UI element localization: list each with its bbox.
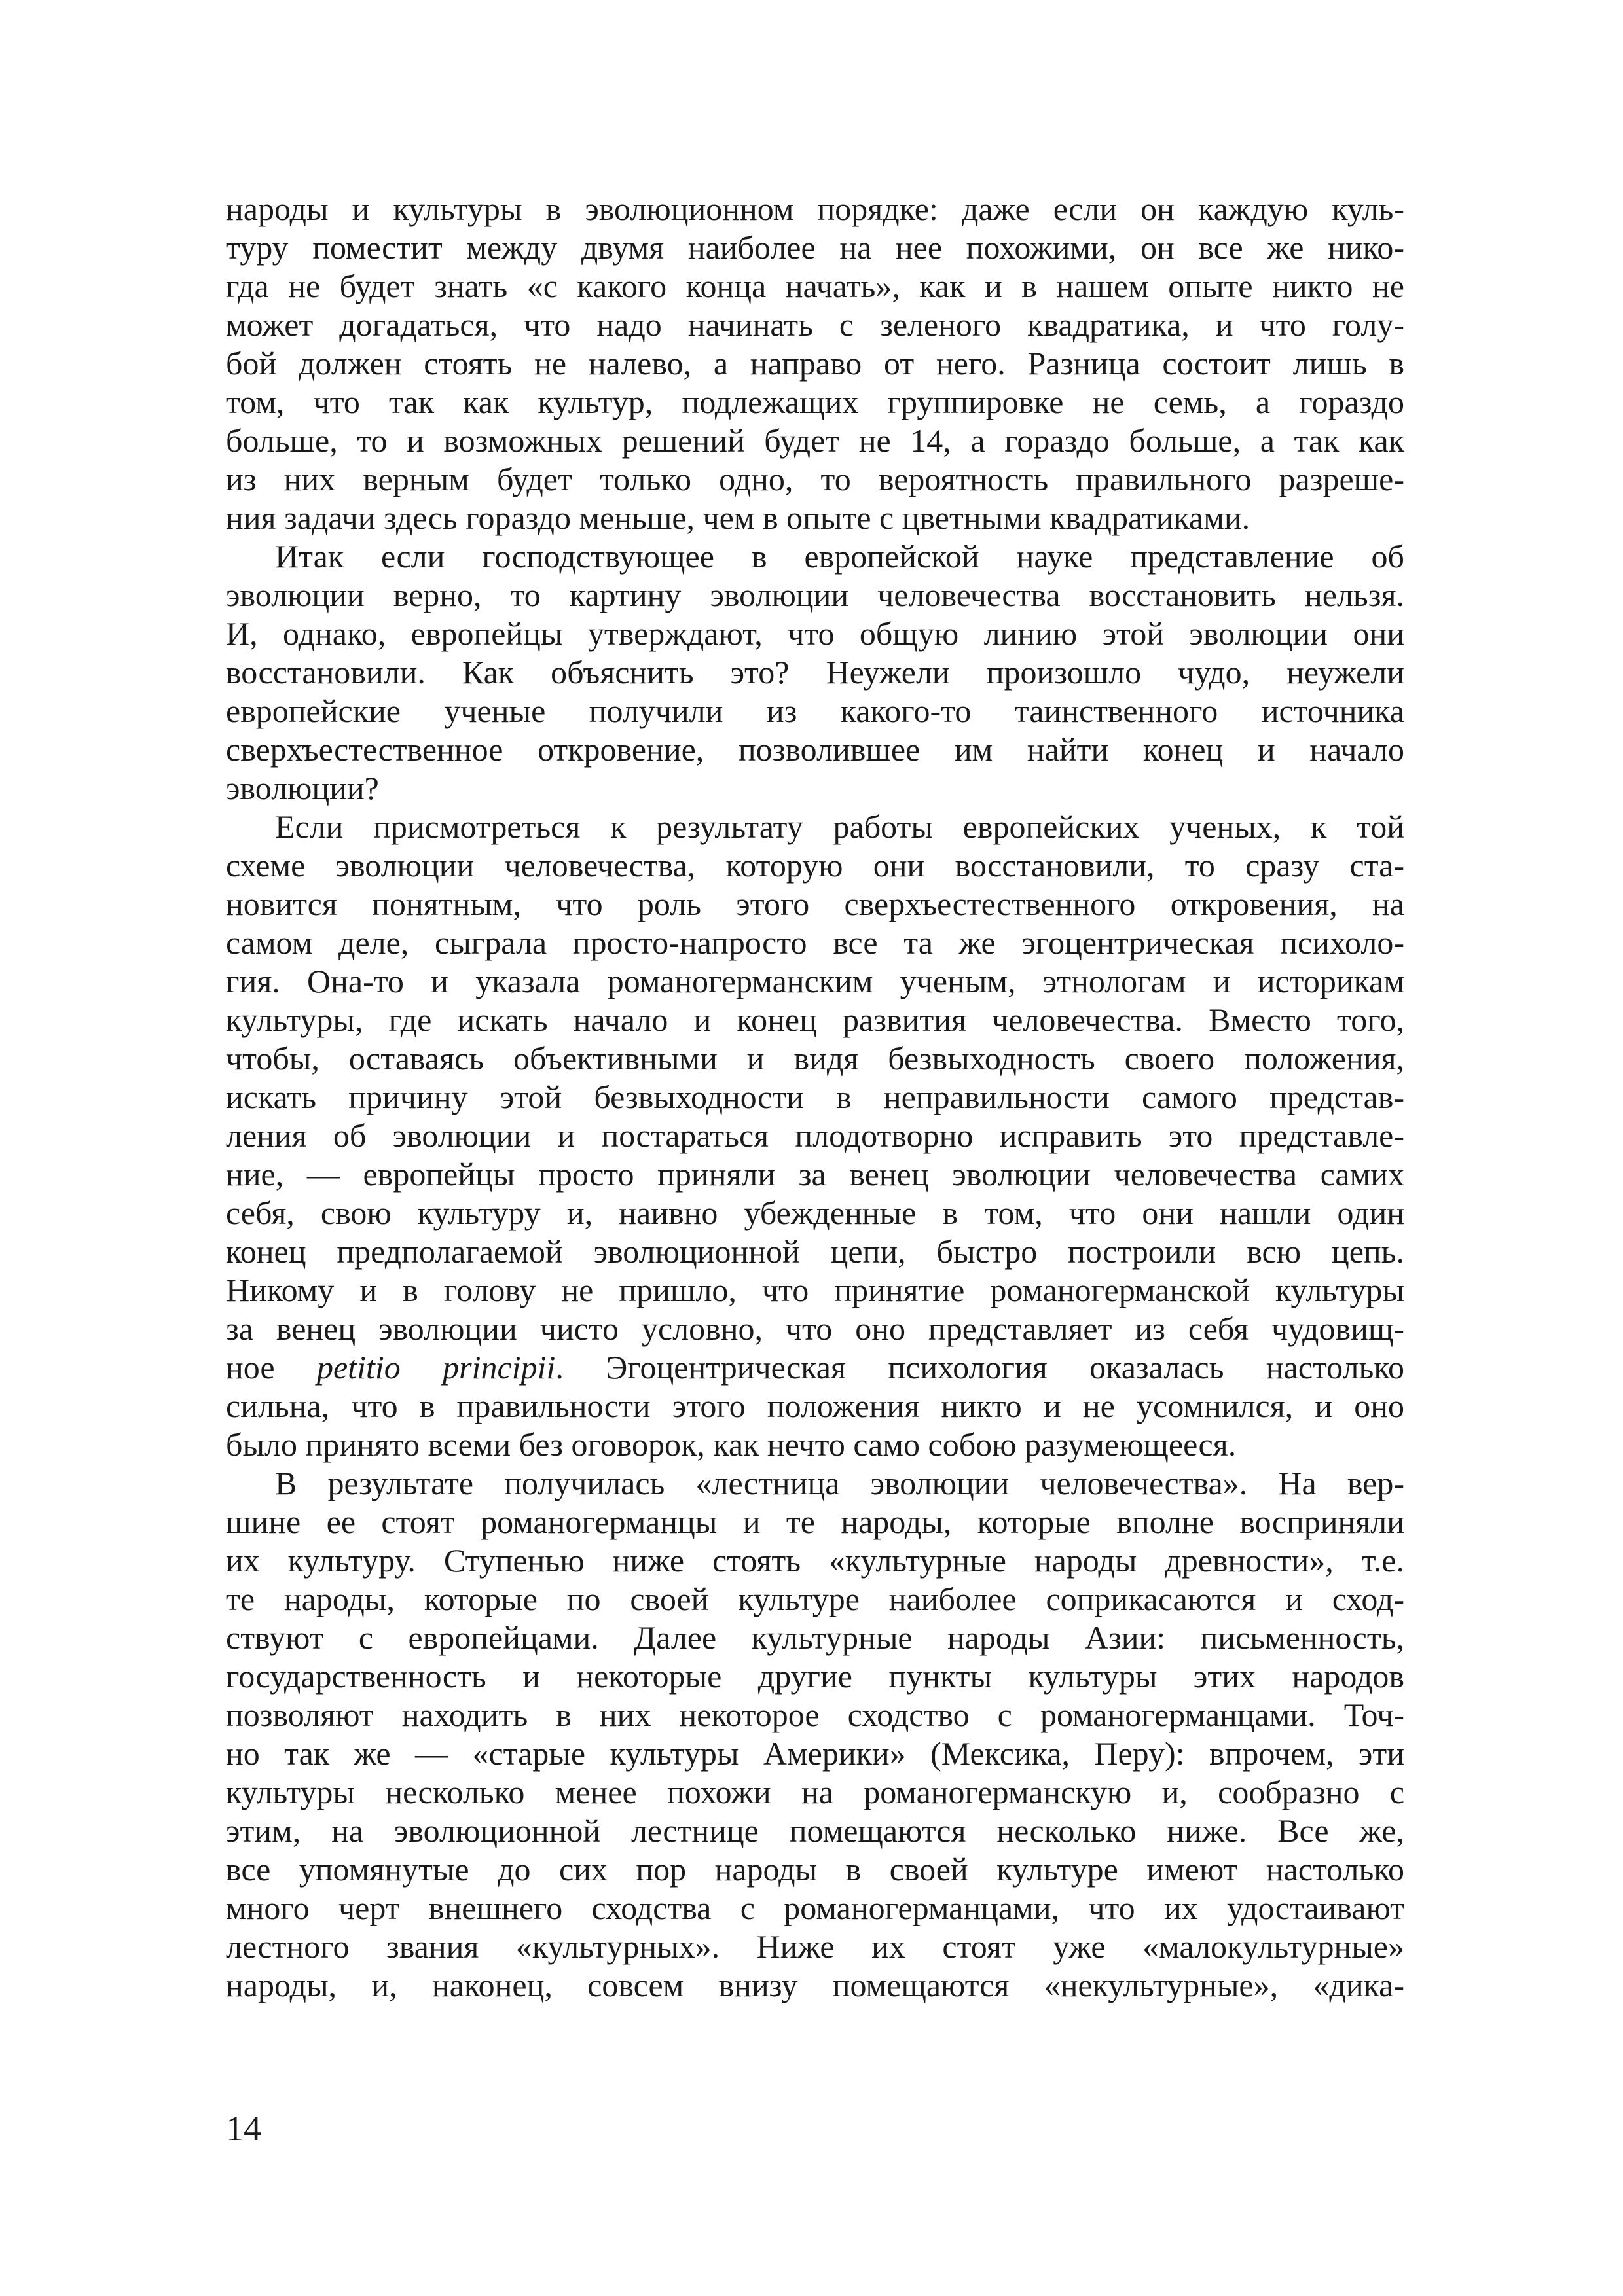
text-line: все упомянутые до сих пор народы в своей культуре имеют настолько: [226, 1851, 1404, 1888]
text-line: ния задачи здесь гораздо меньше, чем в опыте с цветными квадратиками.: [226, 499, 1250, 536]
text-line: ствуют с европейцами. Далее культурные народы Азии: письменность,: [226, 1619, 1404, 1656]
text-line: но так же — «старые культуры Америки» (Мексика, Перу): впрочем, эти: [226, 1735, 1404, 1772]
text-line: туру поместит между двумя наиболее на нее похожими, он все же нико-: [226, 229, 1404, 266]
text-line: этим, на эволюционной лестнице помещаются несколько ниже. Все же,: [226, 1812, 1404, 1849]
text-line: И, однако, европейцы утверждают, что общую линию этой эволюции они: [226, 615, 1404, 652]
text-line: было принято всеми без оговорок, как нечто само собою разумеющееся.: [226, 1426, 1237, 1463]
text-line: самом деле, сыграла просто-напросто все та же эгоцентрическая психоло-: [226, 924, 1404, 961]
text-line: государственность и некоторые другие пункты культуры этих народов: [226, 1658, 1404, 1695]
text-line: ления об эволюции и постараться плодотворно исправить это представле-: [226, 1117, 1404, 1154]
text-line: те народы, которые по своей культуре наиболее соприкасаются и сход-: [226, 1581, 1404, 1617]
text-line: ние, — европейцы просто приняли за венец эволюции человечества самих: [226, 1156, 1404, 1193]
text-line: искать причину этой безвыходности в неправильности самого представ-: [226, 1079, 1404, 1115]
text-line: культуры несколько менее похожи на романогерманскую и, сообразно с: [226, 1774, 1404, 1810]
text-line: бой должен стоять не налево, а направо от него. Разница состоит лишь в: [226, 345, 1404, 382]
text-line: Никому и в голову не пришло, что принятие романогерманской культуры: [226, 1272, 1404, 1308]
text-line-with-italic: [226, 1348, 1404, 1387]
text-line: позволяют находить в них некоторое сходство с романогерманцами. Точ-: [226, 1696, 1404, 1733]
text-line: гия. Она-то и указала романогерманским ученым, этнологам и историкам: [226, 963, 1404, 999]
paragraph-2: [226, 537, 1404, 808]
text-line: схеме эволюции человечества, которую они восстановили, то сразу ста-: [226, 847, 1404, 884]
text-line: шине ее стоят романогерманцы и те народы, которые вполне восприняли: [226, 1503, 1404, 1540]
text-line: Если присмотреться к результату работы европейских ученых, к той: [275, 808, 1404, 845]
text-line: гда не будет знать «с какого конца начать», как и в нашем опыте никто не: [226, 268, 1404, 304]
text-line: том, что так как культур, подлежащих группировке не семь, а гораздо: [226, 384, 1404, 420]
text-line: культуры, где искать начало и конец развития человечества. Вместо того,: [226, 1001, 1404, 1038]
paragraph-1: [226, 190, 1404, 537]
text-line: за венец эволюции чисто условно, что оно представляет из себя чудовищ-: [226, 1310, 1404, 1347]
text-line: народы и культуры в эволюционном порядке: даже если он каждую куль-: [226, 190, 1404, 227]
text-line: сверхъестественное откровение, позволившее им найти конец и начало: [226, 731, 1404, 768]
text-line: может догадаться, что надо начинать с зеленого квадратика, и что голу-: [226, 306, 1404, 343]
text-fragment: ное: [226, 1349, 275, 1386]
text-line: больше, то и возможных решений будет не 14, а гораздо больше, а так как: [226, 422, 1404, 459]
text-line: много черт внешнего сходства с романогерманцами, что их удостаивают: [226, 1890, 1404, 1926]
text-line: Итак если господствующее в европейской науке представление об: [275, 538, 1404, 575]
text-line: сильна, что в правильности этого положения никто и не усомнился, и оно: [226, 1388, 1404, 1424]
text-line: себя, свою культуру и, наивно убежденные в том, что они нашли один: [226, 1194, 1404, 1231]
text-line: эволюции?: [226, 770, 379, 806]
body-text: [226, 190, 1404, 2005]
text-line: эволюции верно, то картину эволюции человечества восстановить нельзя.: [226, 577, 1404, 613]
text-line: их культуру. Ступенью ниже стоять «культурные народы древности», т.е.: [226, 1542, 1404, 1579]
paragraph-3: [226, 808, 1404, 1464]
paragraph-4: [226, 1464, 1404, 2005]
text-line: народы, и, наконец, совсем внизу помещаются «некультурные», «дика-: [226, 1967, 1404, 2003]
text-line: европейские ученые получили из какого-то таинственного источника: [226, 692, 1404, 729]
text-line: чтобы, оставаясь объективными и видя безвыходность своего положения,: [226, 1040, 1404, 1077]
text-line: восстановили. Как объяснить это? Неужели произошло чудо, неужели: [226, 654, 1404, 691]
text-line: В результате получилась «лестница эволюции человечества». На вер-: [275, 1465, 1404, 1501]
text-line: лестного звания «культурных». Ниже их стоят уже «малокультурные»: [226, 1928, 1404, 1965]
text-line: конец предполагаемой эволюционной цепи, быстро построили всю цепь.: [226, 1233, 1404, 1270]
text-fragment: . Эгоцентрическая психология оказалась настолько: [555, 1349, 1404, 1386]
text-line: из них верным будет только одно, то вероятность правильного разреше-: [226, 461, 1404, 497]
latin-phrase: petitio principii: [316, 1349, 556, 1386]
page-number: 14: [226, 2109, 261, 2148]
text-line: новится понятным, что роль этого сверхъестественного откровения, на: [226, 886, 1404, 922]
